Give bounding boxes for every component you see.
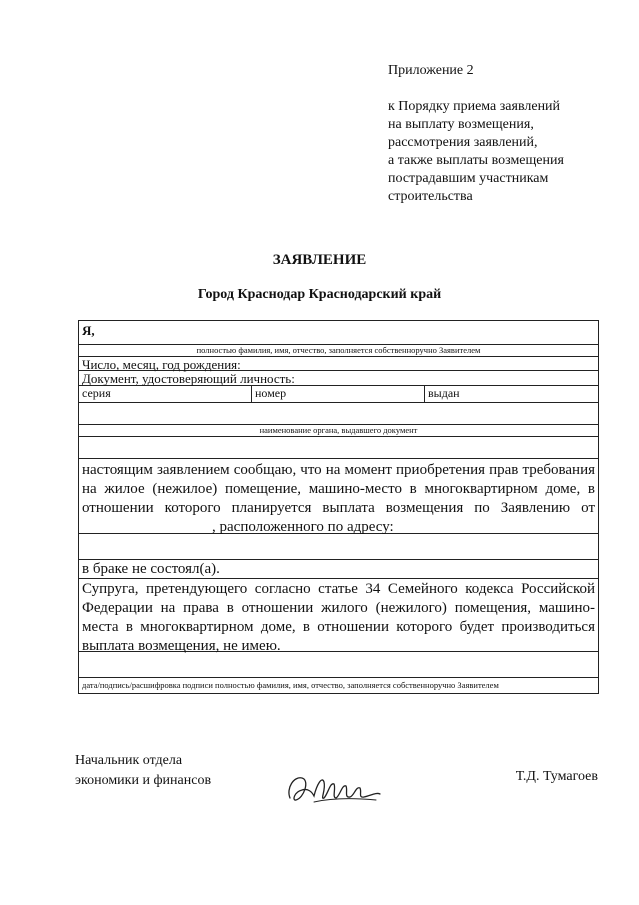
issuer-caption: наименование органа, выдавшего документ	[79, 425, 598, 437]
appendix-number: Приложение 2	[388, 63, 474, 78]
birth-date-field[interactable]: Число, месяц, год рождения:	[79, 357, 598, 371]
statement-body: настоящим заявлением сообщаю, что на момент приобретения прав требования на жилое (нежилое) помещение, машино-место в многоквартирном доме, в отношении которого планируется выплата возмещения по Заявлению	[82, 462, 595, 516]
address-label: , расположенного по адресу:	[212, 519, 394, 535]
city-heading: Город Краснодар Краснодарский край	[197, 287, 442, 302]
applicant-name-field[interactable]	[79, 321, 598, 345]
series-field[interactable]: серия	[82, 386, 111, 400]
issued-field[interactable]: выдан	[424, 386, 598, 402]
appendix-line: а также выплаты возмещения	[388, 153, 564, 168]
marriage-status: в браке не состоял(а).	[79, 560, 598, 579]
number-field[interactable]: номер	[251, 386, 424, 402]
application-form	[78, 320, 599, 694]
position-line: экономики и финансов	[75, 773, 212, 788]
appendix-block	[388, 62, 618, 206]
document-title: ЗАЯВЛЕНИЕ	[272, 252, 367, 268]
appendix-line: строительства	[388, 189, 473, 204]
fio-caption: полностью фамилия, имя, отчество, заполняется собственноручно Заявителем	[79, 345, 598, 357]
appendix-line: на выплату возмещения,	[388, 117, 534, 132]
appendix-line: рассмотрения заявлений,	[388, 135, 538, 150]
signature-field[interactable]	[79, 652, 598, 678]
signatory-position	[75, 751, 275, 791]
appendix-line: пострадавшим участникам	[388, 171, 549, 186]
signature-caption: дата/подпись/расшифровка подписи полностью фамилия, имя, отчество, заполняется собственноручно Заявителем	[82, 680, 499, 690]
statement-text	[79, 459, 598, 534]
id-document-field[interactable]: Документ, удостоверяющий личность:	[79, 371, 598, 386]
position-line: Начальник отдела	[75, 753, 183, 768]
spouse-statement: Супруга, претендующего согласно статье 34 Семейного кодекса Российской Федерации на права в отношении жилого (нежилого) помещения, машино-места в многоквартирном доме, в отношении которого будет производиться выплата возмещения, не имею.	[79, 579, 598, 652]
blank-row[interactable]	[79, 437, 598, 459]
from-label: от	[581, 500, 595, 516]
appendix-line: к Порядку приема заявлений	[388, 99, 561, 114]
signatory-name: Т.Д. Тумагоев	[515, 769, 598, 784]
ya-label: Я,	[82, 323, 95, 338]
id-details-row	[79, 386, 598, 403]
handwritten-signature	[284, 768, 384, 808]
address-field[interactable]	[79, 534, 598, 560]
issuer-field[interactable]	[79, 403, 598, 425]
